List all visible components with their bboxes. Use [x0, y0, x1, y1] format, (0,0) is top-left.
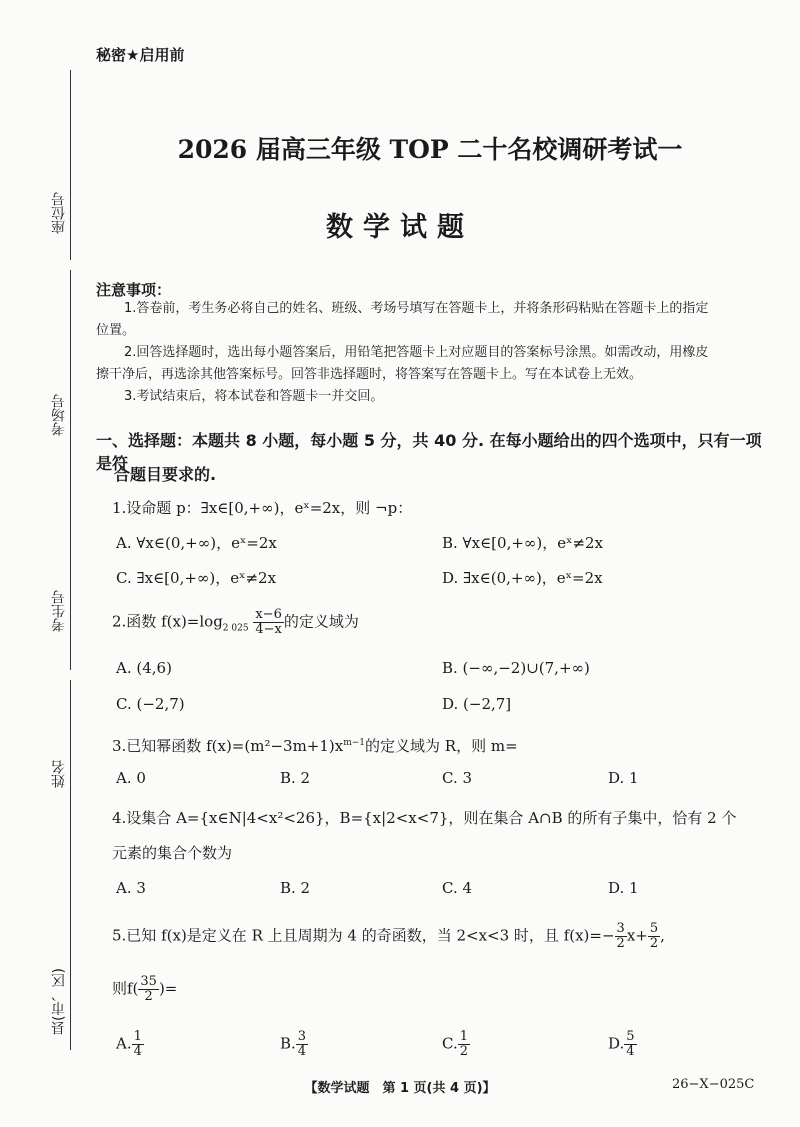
q3-option-d: D. 1 — [608, 769, 639, 787]
name-label: 姓名 — [51, 760, 67, 788]
q4-option-c: C. 4 — [442, 879, 473, 897]
q4-option-b: B. 2 — [280, 879, 311, 897]
q2-option-d: D. (−2,7] — [442, 695, 512, 713]
q2-option-c: C. (−2,7) — [116, 695, 185, 713]
q5-f1-num: 3 — [616, 921, 625, 936]
q5-stem-prefix: 5.已知 f(x)是定义在 R 上且周期为 4 的奇函数，当 2<x<3 时，且 f(x)=− — [112, 926, 615, 945]
q5-a-frac — [132, 1030, 144, 1059]
q5-b-frac — [296, 1030, 308, 1059]
q5-stem-mid: x+ — [626, 926, 648, 945]
section-heading: 一、选择题：本题共 8 小题，每小题 5 分，共 40 分. 在每小题给出的四个选项中，只有一项是符 — [96, 431, 762, 473]
notice-item-2: 2.回答选择题时，选出每小题答案后，用铅笔把答题卡上对应题目的答案标号涂黑。如需改动，用橡皮 — [124, 345, 709, 360]
seat-label: 座位号 — [51, 192, 67, 234]
q2-option-a: A. (4,6) — [116, 659, 172, 677]
q3-option-c: C. 3 — [442, 769, 473, 787]
notice-item-1: 1.答卷前，考生务必将自己的姓名、班级、考场号填写在答题卡上，并将条形码粘贴在答题卡上的指定 — [124, 301, 709, 316]
q5-ask-prefix: 则f( — [112, 979, 139, 998]
q2-stem-suffix: 的定义域为 — [283, 612, 359, 631]
binding-line — [70, 680, 71, 1050]
q5-arg-num: 35 — [140, 974, 157, 989]
q1-option-a: A. ∀x∈(0,+∞)，eˣ=2x — [116, 534, 277, 552]
q5-d-num: 5 — [626, 1029, 635, 1044]
q2-option-b: B. (−∞,−2)∪(7,+∞) — [442, 659, 590, 677]
q5-fraction-1 — [615, 922, 627, 951]
q3-stem-suffix: 的定义域为 R，则 m= — [365, 737, 518, 755]
q5-d-letter: D. — [608, 1034, 625, 1053]
q5-a-letter: A. — [116, 1034, 132, 1053]
q5-option-a — [116, 1030, 144, 1059]
notice-item-2-cont: 擦干净后，再选涂其他答案标号。回答非选择题时，将答案写在答题卡上。写在本试卷上无效。 — [96, 367, 643, 382]
q1-option-c: C. ∃x∈[0,+∞)，eˣ≠2x — [116, 569, 277, 587]
q1-option-b: B. ∀x∈[0,+∞)，eˣ≠2x — [442, 534, 604, 552]
room-label: 考场号 — [51, 394, 67, 436]
examinee-label: 考生号 — [51, 590, 67, 632]
q5-b-letter: B. — [280, 1034, 296, 1053]
q5-f2-den: 2 — [649, 936, 659, 951]
q2-denominator: 4−x — [255, 622, 282, 637]
page-footer: 【数学试题 第 1 页(共 4 页)】 — [304, 1081, 496, 1096]
q2-numerator: x−6 — [255, 607, 282, 622]
binding-line — [70, 270, 71, 670]
q2-log-base: 2 025 — [222, 623, 249, 634]
q5-option-b — [280, 1030, 308, 1059]
section-heading-cont: 合题目要求的. — [114, 465, 217, 484]
notice-item-1-cont: 位置。 — [96, 323, 136, 338]
paper-code: 26−X−025C — [672, 1077, 755, 1092]
q5-b-den: 4 — [297, 1044, 307, 1059]
q5-option-c — [442, 1030, 470, 1059]
q2-fraction — [253, 608, 284, 637]
q5-c-den: 2 — [459, 1044, 468, 1059]
q5-c-num: 1 — [459, 1029, 468, 1044]
question-5-stem — [112, 922, 772, 951]
q5-fraction-2 — [648, 922, 660, 951]
q5-b-num: 3 — [297, 1029, 307, 1044]
q3-option-b: B. 2 — [280, 769, 311, 787]
q5-a-den: 4 — [133, 1044, 142, 1059]
q5-stem-end: , — [660, 926, 665, 945]
q5-option-d — [608, 1030, 637, 1059]
question-4-stem: 4.设集合 A={x∈N|4<x²<26}，B={x|2<x<7}，则在集合 A∩B 的所有子集中，恰有 2 个 — [112, 809, 737, 827]
q5-a-num: 1 — [133, 1029, 142, 1044]
q5-fraction-arg — [138, 975, 159, 1004]
q4-option-d: D. 1 — [608, 879, 639, 897]
question-1-stem: 1.设命题 p：∃x∈[0,+∞)，eˣ=2x，则 ¬p： — [112, 499, 413, 517]
q5-f1-den: 2 — [616, 936, 625, 951]
q2-stem-prefix: 2.函数 f(x)=log — [112, 612, 223, 631]
q3-option-a: A. 0 — [116, 769, 146, 787]
q1-option-d: D. ∃x∈(0,+∞)，eˣ=2x — [442, 569, 603, 587]
q4-option-a: A. 3 — [116, 879, 146, 897]
secret-mark: 秘密★启用前 — [96, 46, 185, 64]
question-4-stem-cont: 元素的集合个数为 — [112, 844, 233, 862]
q5-c-frac — [458, 1030, 470, 1059]
q5-f2-num: 5 — [649, 921, 659, 936]
q5-d-frac — [624, 1030, 636, 1059]
q5-ask-suffix: )= — [158, 979, 178, 998]
subject-title: 数学试题 — [326, 212, 474, 243]
question-3-stem — [112, 733, 762, 756]
county-label: 县(市、区) — [51, 968, 67, 1035]
q5-d-den: 4 — [626, 1044, 635, 1059]
q5-c-letter: C. — [442, 1034, 458, 1053]
question-2-stem — [112, 608, 762, 639]
notice-heading: 注意事项： — [96, 281, 172, 299]
q3-stem-prefix: 3.已知幂函数 f(x)=(m²−3m+1)x — [112, 737, 344, 755]
q3-exponent: m−1 — [343, 738, 366, 748]
question-5-ask — [112, 975, 762, 1004]
q5-arg-den: 2 — [144, 989, 153, 1004]
notice-item-3: 3.考试结束后，将本试卷和答题卡一并交回。 — [124, 389, 384, 404]
exam-title: 2026 届高三年级 TOP 二十名校调研考试一 — [177, 135, 683, 164]
